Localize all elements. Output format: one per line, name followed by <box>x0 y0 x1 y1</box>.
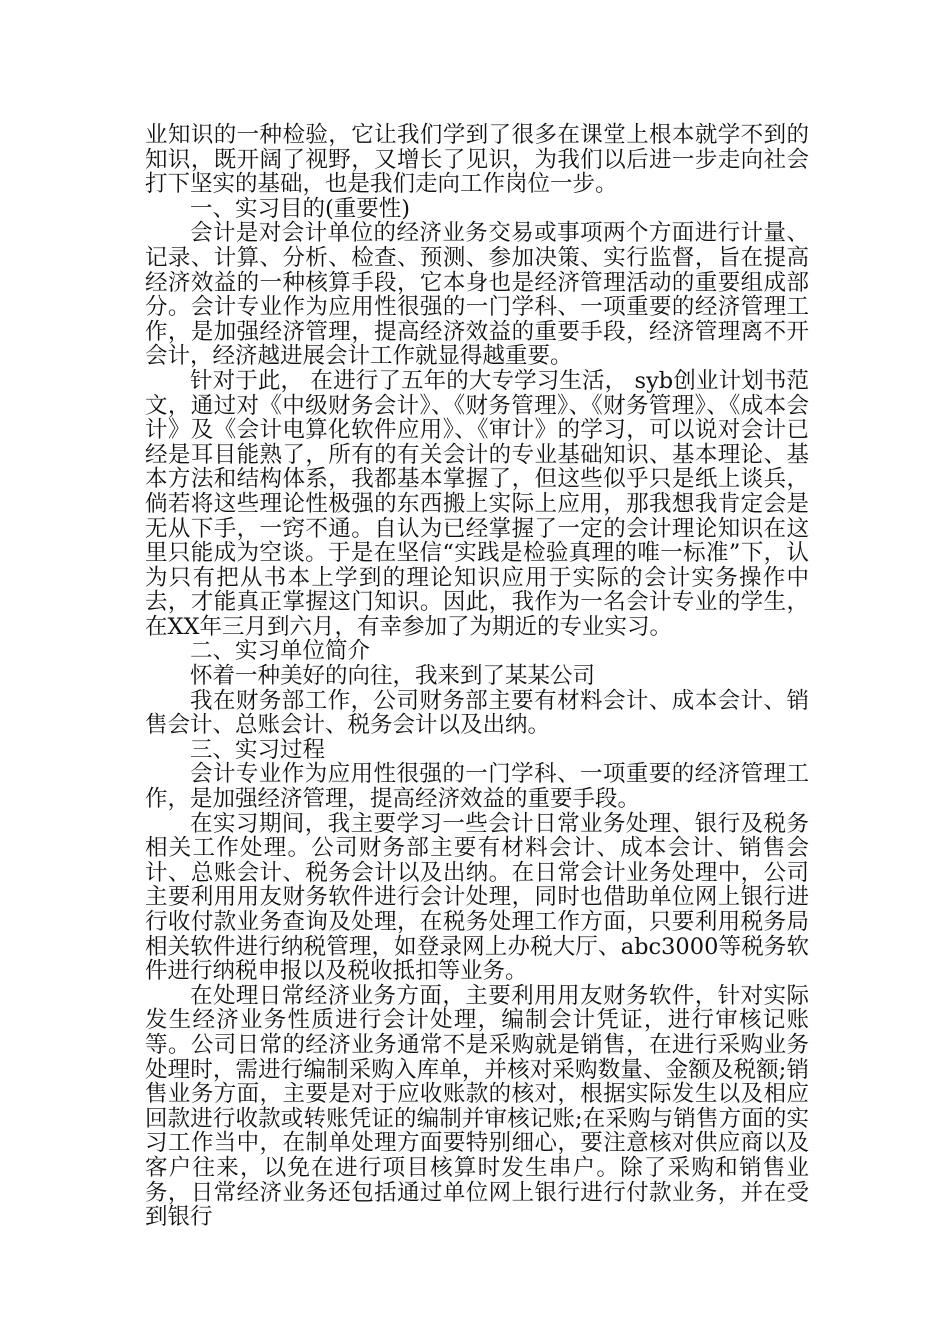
paragraph-major-importance: 会计专业作为应用性很强的一门学科、一项重要的经济管理工作，是加强经济管理，提高经济效益的重要手段。 <box>145 761 809 813</box>
section-heading-purpose: 一、实习目的(重要性) <box>190 195 411 222</box>
paragraph-arrival: 怀着一种美好的向往，我来到了某某公司 <box>190 663 596 690</box>
paragraph-intro: 业知识的一种检验，它让我们学到了很多在课堂上根本就学不到的知识，既开阔了视野，又增长了见识，为我们以后进一步走向社会打下坚实的基础，也是我们走向工作岗位一步。 <box>145 122 809 198</box>
section-heading-process: 三、实习过程 <box>190 736 326 763</box>
paragraph-study-background: 针对于此， 在进行了五年的大专学习生活， syb创业计划书范文，通过对《中级财务会计》、《财务管理》、《财务管理》、《成本会计》及《会计电算化软件应用》、《审计》的学习，可以说对会计已经是耳目能熟了，所有的有关会计的专业基础知识、基本理论、基本方法和结构体系，我都基本掌握了，但这些似乎只是纸上谈兵，倘若将这些理论性极强的东西搬上实际上应用，那我想我肯定会是无从下手，一窍不通。自认为已经掌握了一定的会计理论知识在这里只能成为空谈。于是在坚信“实践是检验真理的唯一标准”下，认为只有把从书本上学到的理论知识应用于实际的会计实务操作中去，才能真正掌握这门知识。因此，我作为一名会计专业的学生，在XX年三月到六月，有幸参加了为期近的专业实习。 <box>145 367 809 640</box>
paragraph-internship-work: 在实习期间，我主要学习一些会计日常业务处理、银行及税务相关工作处理。公司财务部主要有材料会计、成本会计、销售会计、总账会计、税务会计以及出纳。在日常会计业务处理中，公司主要利用用友财务软件进行会计处理，同时也借助单位网上银行进行收付款业务查询及处理，在税务处理工作方面，只要利用税务局相关软件进行纳税管理，如登录网上办税大厅、abc3000等税务软件进行纳税申报以及税收抵扣等业务。 <box>145 810 809 985</box>
document-page <box>145 123 809 1230</box>
paragraph-accounting-definition: 会计是对会计单位的经济业务交易或事项两个方面进行计量、记录、计算、分析、检查、预测、参加决策、实行监督，旨在提高经济效益的一种核算手段，它本身也是经济管理活动的重要组成部分。会计专业作为应用性很强的一门学科、一项重要的经济管理工作，是加强经济管理，提高经济效益的重要手段，经济管理离不开会计，经济越进展会计工作就显得越重要。 <box>145 220 809 370</box>
paragraph-finance-department: 我在财务部工作，公司财务部主要有材料会计、成本会计、销售会计、总账会计、税务会计以及出纳。 <box>145 687 809 739</box>
paragraph-daily-business: 在处理日常经济业务方面，主要利用用友财务软件，针对实际发生经济业务性质进行会计处理，编制会计凭证，进行审核记账等。公司日常的经济业务通常不是采购就是销售，在进行采购业务处理时，需进行编制采购入库单，并核对采购数量、金额及税额;销售业务方面，主要是对于应收账款的核对，根据实际发生以及相应回款进行收款或转账凭证的编制并审核记账;在采购与销售方面的实习工作当中，在制单处理方面要特别细心，要注意核对供应商以及客户往来，以免在进行项目核算时发生串户。除了采购和销售业务，日常经济业务还包括通过单位网上银行进行付款业务，并在受到银行 <box>145 982 809 1231</box>
section-heading-unit-intro: 二、实习单位简介 <box>190 638 371 665</box>
